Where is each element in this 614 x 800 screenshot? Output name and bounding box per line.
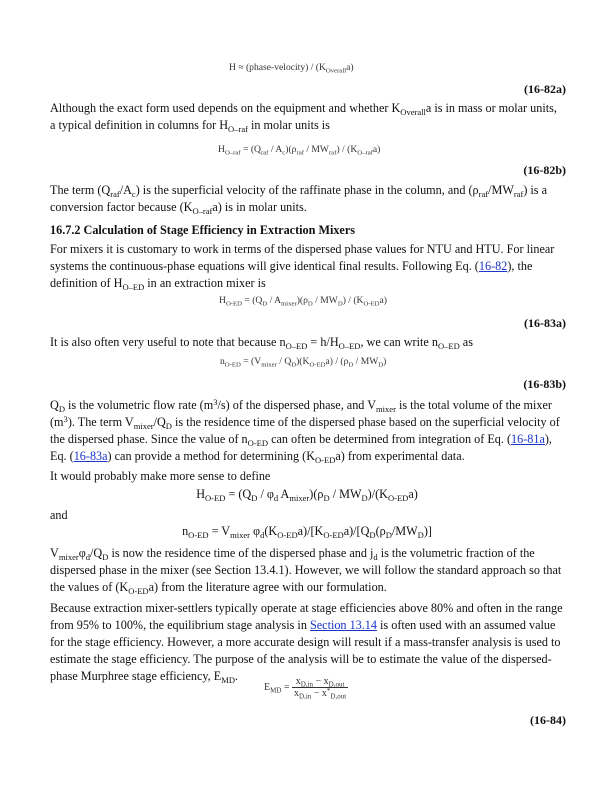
equation-number-16-82a: (16-82a)	[524, 82, 566, 96]
and-text: and	[50, 508, 68, 522]
equation-16-84: $E_{MD}$ = $\frac{x_{D,in} - x_{D,out}}{x_{D,in} - x^*_{D,out}}$	[264, 676, 347, 701]
equation-number-16-83b: (16-83b)	[523, 377, 566, 391]
paragraph-residence-time: $V_{mixer}\varphi_d/Q_D$ is now the residence time of the dispersed phase and $j_d$ is the volumetric fraction of the dispersed phase in the mixer (see Section 13.4.1). However, we will follow the standard approach so that the values of $(K_{O-ED}a)$ from the literature agree with our formulation.	[50, 546, 562, 596]
equation-number-16-84: (16-84)	[530, 713, 566, 727]
paragraph-overall-units: Although the exact form used depends on the equipment and whether $K_{Overall}a$ is in mass or molar units, a typical definition in columns for $H_{O-raf}$ in molar units is	[50, 101, 557, 134]
link-eq-16-81a[interactable]: 16-81a	[511, 432, 545, 446]
equation-hoed-defined: $H_{O-ED} = (Q_D / \varphi_d$ $A_{mixer})(\rho_D / MW_D)/(K_{O-ED}a)$	[196, 487, 418, 503]
paragraph-volumetric-flow: $Q_D$ is the volumetric flow rate $(m^3/s)$ of the dispersed phase, and $V_{mixer}$ is the total volume of the mixer $(m^3)$. The term $V_{mixer}/Q_D$ is the residence time of the dispersed phase based on the superficial velocity of the dispersed phase. Since the value of $n_{O-ED}$ can often be determined from integration of Eq. (16-81a), Eq. (16-83a) can provide a method for determining $(K_{O-ED}a)$ from experimental data.	[50, 397, 560, 465]
equation-16-82a: H ≈ (phase-velocity) / $(K_{Overall}a)$	[229, 62, 354, 75]
link-eq-16-83a[interactable]: 16-83a	[73, 449, 108, 463]
paragraph-superficial-velocity: The term $(Q_{raf}/A_c)$ is the superficial velocity of the raffinate phase in the column, and $(\rho_{raf}/MW_{raf})$ is a conversion factor because $(K_{O-raf}a)$ is in molar units.	[50, 183, 548, 216]
paragraph-mixers-definition: For mixers it is customary to work in terms of the dispersed phase values for NTU and HTU. For linear systems the continuous-phase equations will give identical final results. Following Eq. (16-82), the definition of $H_{O-ED}$ in an extraction mixer is	[50, 242, 555, 292]
paragraph-mixer-settlers: Because extraction mixer-settlers typically operate at stage efficiencies above 80% and often in the range from 95% to 100%, the equilibrium stage analysis in Section 13.14 is often used with an assumed value for the stage efficiency. However, a more accurate design will result if a mass-transfer analysis is used to estimate the stage efficiency. The purpose of the analysis will be to estimate the value of the dispersed-phase Murphree stage efficiency, $E_{MD}$.	[50, 601, 563, 685]
paragraph-noed: It is also often very useful to note that because $n_{O-ED} = h/H_{O-ED}$, we can write $n_{O-ED}$ as	[50, 335, 473, 351]
equation-number-16-83a: (16-83a)	[524, 316, 566, 330]
equation-16-83b: $n_{O-ED} = (V_{mixer} / Q_D)(K_{O-ED}a) / (\rho_D / MW_D)$	[220, 356, 387, 369]
paragraph-define: It would probably make more sense to define	[50, 469, 271, 483]
equation-16-83a: $H_{O-ED} = (Q_D / A_{mixer})(\rho_D / MW_D) / (K_{O-ED}a)$	[219, 295, 387, 308]
link-eq-16-82[interactable]: 16-82	[478, 259, 508, 273]
equation-noed-defined: $n_{O-ED} = V_{mixer}$ $\varphi_d(K_{O-ED}a)/[K_{O-ED}a)/[Q_D(\rho_D/MW_D)]$	[182, 524, 432, 540]
equation-number-16-82b: (16-82b)	[523, 163, 566, 177]
equation-16-82b: $H_{O-raf} = (Q_{raf} / A_c)(\rho_{raf} / MW_{raf}) / (K_{O-raf}a)$	[218, 144, 381, 157]
section-heading: 16.7.2 Calculation of Stage Efficiency in Extraction Mixers	[50, 223, 355, 237]
link-section-13-14[interactable]: Section 13.14	[309, 618, 377, 632]
